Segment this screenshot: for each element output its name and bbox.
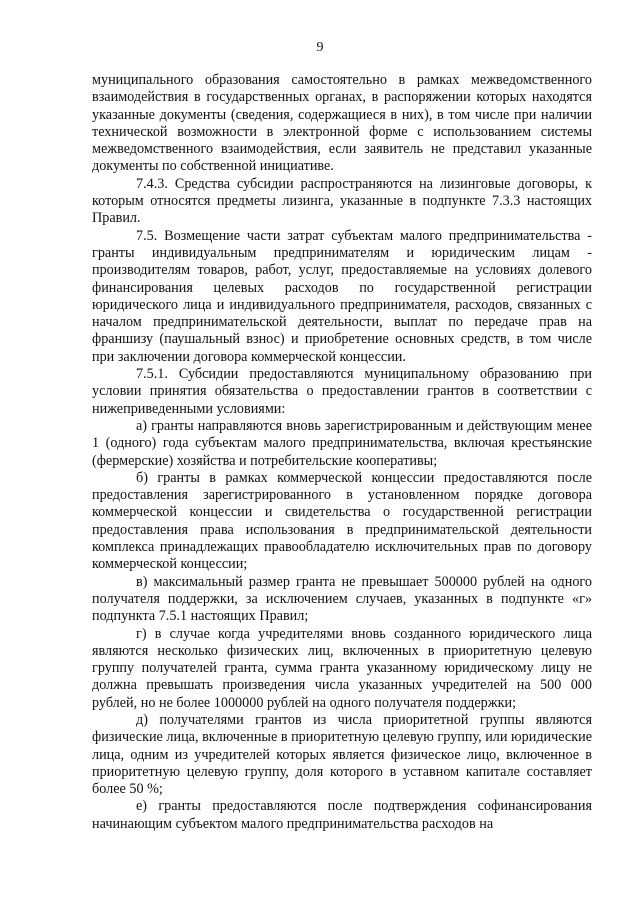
paragraph-item-g: г) в случае когда учредителями вновь созданного юридического лица являются несколько физических лиц, включенных в приоритетную целевую группу получателей гранта, сумма гранта указанному юридическому лицу не должна превышать произведения числа указанных учредителей на 500 000 рублей, но не более 1000000 рублей на одного получателя поддержки; bbox=[92, 625, 592, 711]
paragraph-interagency-request: муниципального образования самостоятельно в рамках межведомственного взаимодействия в государственных органах, в распоряжении которых находятся указанные документы (сведения, содержащиеся в них), в том числе при наличии технической возможности в электронной форме с использованием системы межведомственного взаимодействия, если заявитель не представил указанные документы по собственной инициативе. bbox=[92, 72, 592, 175]
paragraph-7-5: 7.5. Возмещение части затрат субъектам малого предпринимательства - гранты индивидуальным предпринимателям и юридическим лицам - производителям товаров, работ, услуг, предоставляемые на условиях долевого финансирования целевых расходов по государственной регистрации юридического лица и индивидуального предпринимателя, расходов, связанных с началом предпринимательской деятельности, выплат по передаче прав на франшизу (паушальный взнос) и приобретение основных средств, в том числе при заключении договора коммерческой концессии. bbox=[92, 227, 592, 365]
page-body bbox=[92, 72, 592, 833]
paragraph-7-4-3: 7.4.3. Средства субсидии распространяются на лизинговые договоры, к которым относятся предметы лизинга, указанные в подпункте 7.3.3 настоящих Правил. bbox=[92, 175, 592, 227]
paragraph-item-e: е) гранты предоставляются после подтверждения софинансирования начинающим субъектом малого предпринимательства расходов на bbox=[92, 798, 592, 832]
page-number: 9 bbox=[316, 40, 324, 55]
paragraph-item-b: б) гранты в рамках коммерческой концессии предоставляются после предоставления зарегистрированного в установленном порядке договора коммерческой концессии и свидетельства о государственной регистрации предоставления права использования в предпринимательской деятельности комплекса принадлежащих правообладателю исключительных прав по договору коммерческой концессии; bbox=[92, 469, 592, 573]
paragraph-7-5-1: 7.5.1. Субсидии предоставляются муниципальному образованию при условии принятия обязательства о предоставлении грантов в соответствии с нижеприведенными условиями: bbox=[92, 366, 592, 417]
paragraph-item-d: д) получателями грантов из числа приоритетной группы являются физические лица, включенные в приоритетную целевую группу, или юридические лица, одним из учредителей которых является физическое лицо, включенное в приоритетную целевую группу, доля которого в уставном капитале составляет более 50 %; bbox=[92, 711, 592, 798]
paragraph-item-v: в) максимальный размер гранта не превышает 500000 рублей на одного получателя поддержки, за исключением случаев, указанных в подпункте «г» подпункта 7.5.1 настоящих Правил; bbox=[92, 573, 592, 625]
paragraph-item-a: а) гранты направляются вновь зарегистрированным и действующим менее 1 (одного) года субъектам малого предпринимательства, включая крестьянские (фермерские) хозяйства и потребительские кооперативы; bbox=[92, 417, 592, 469]
